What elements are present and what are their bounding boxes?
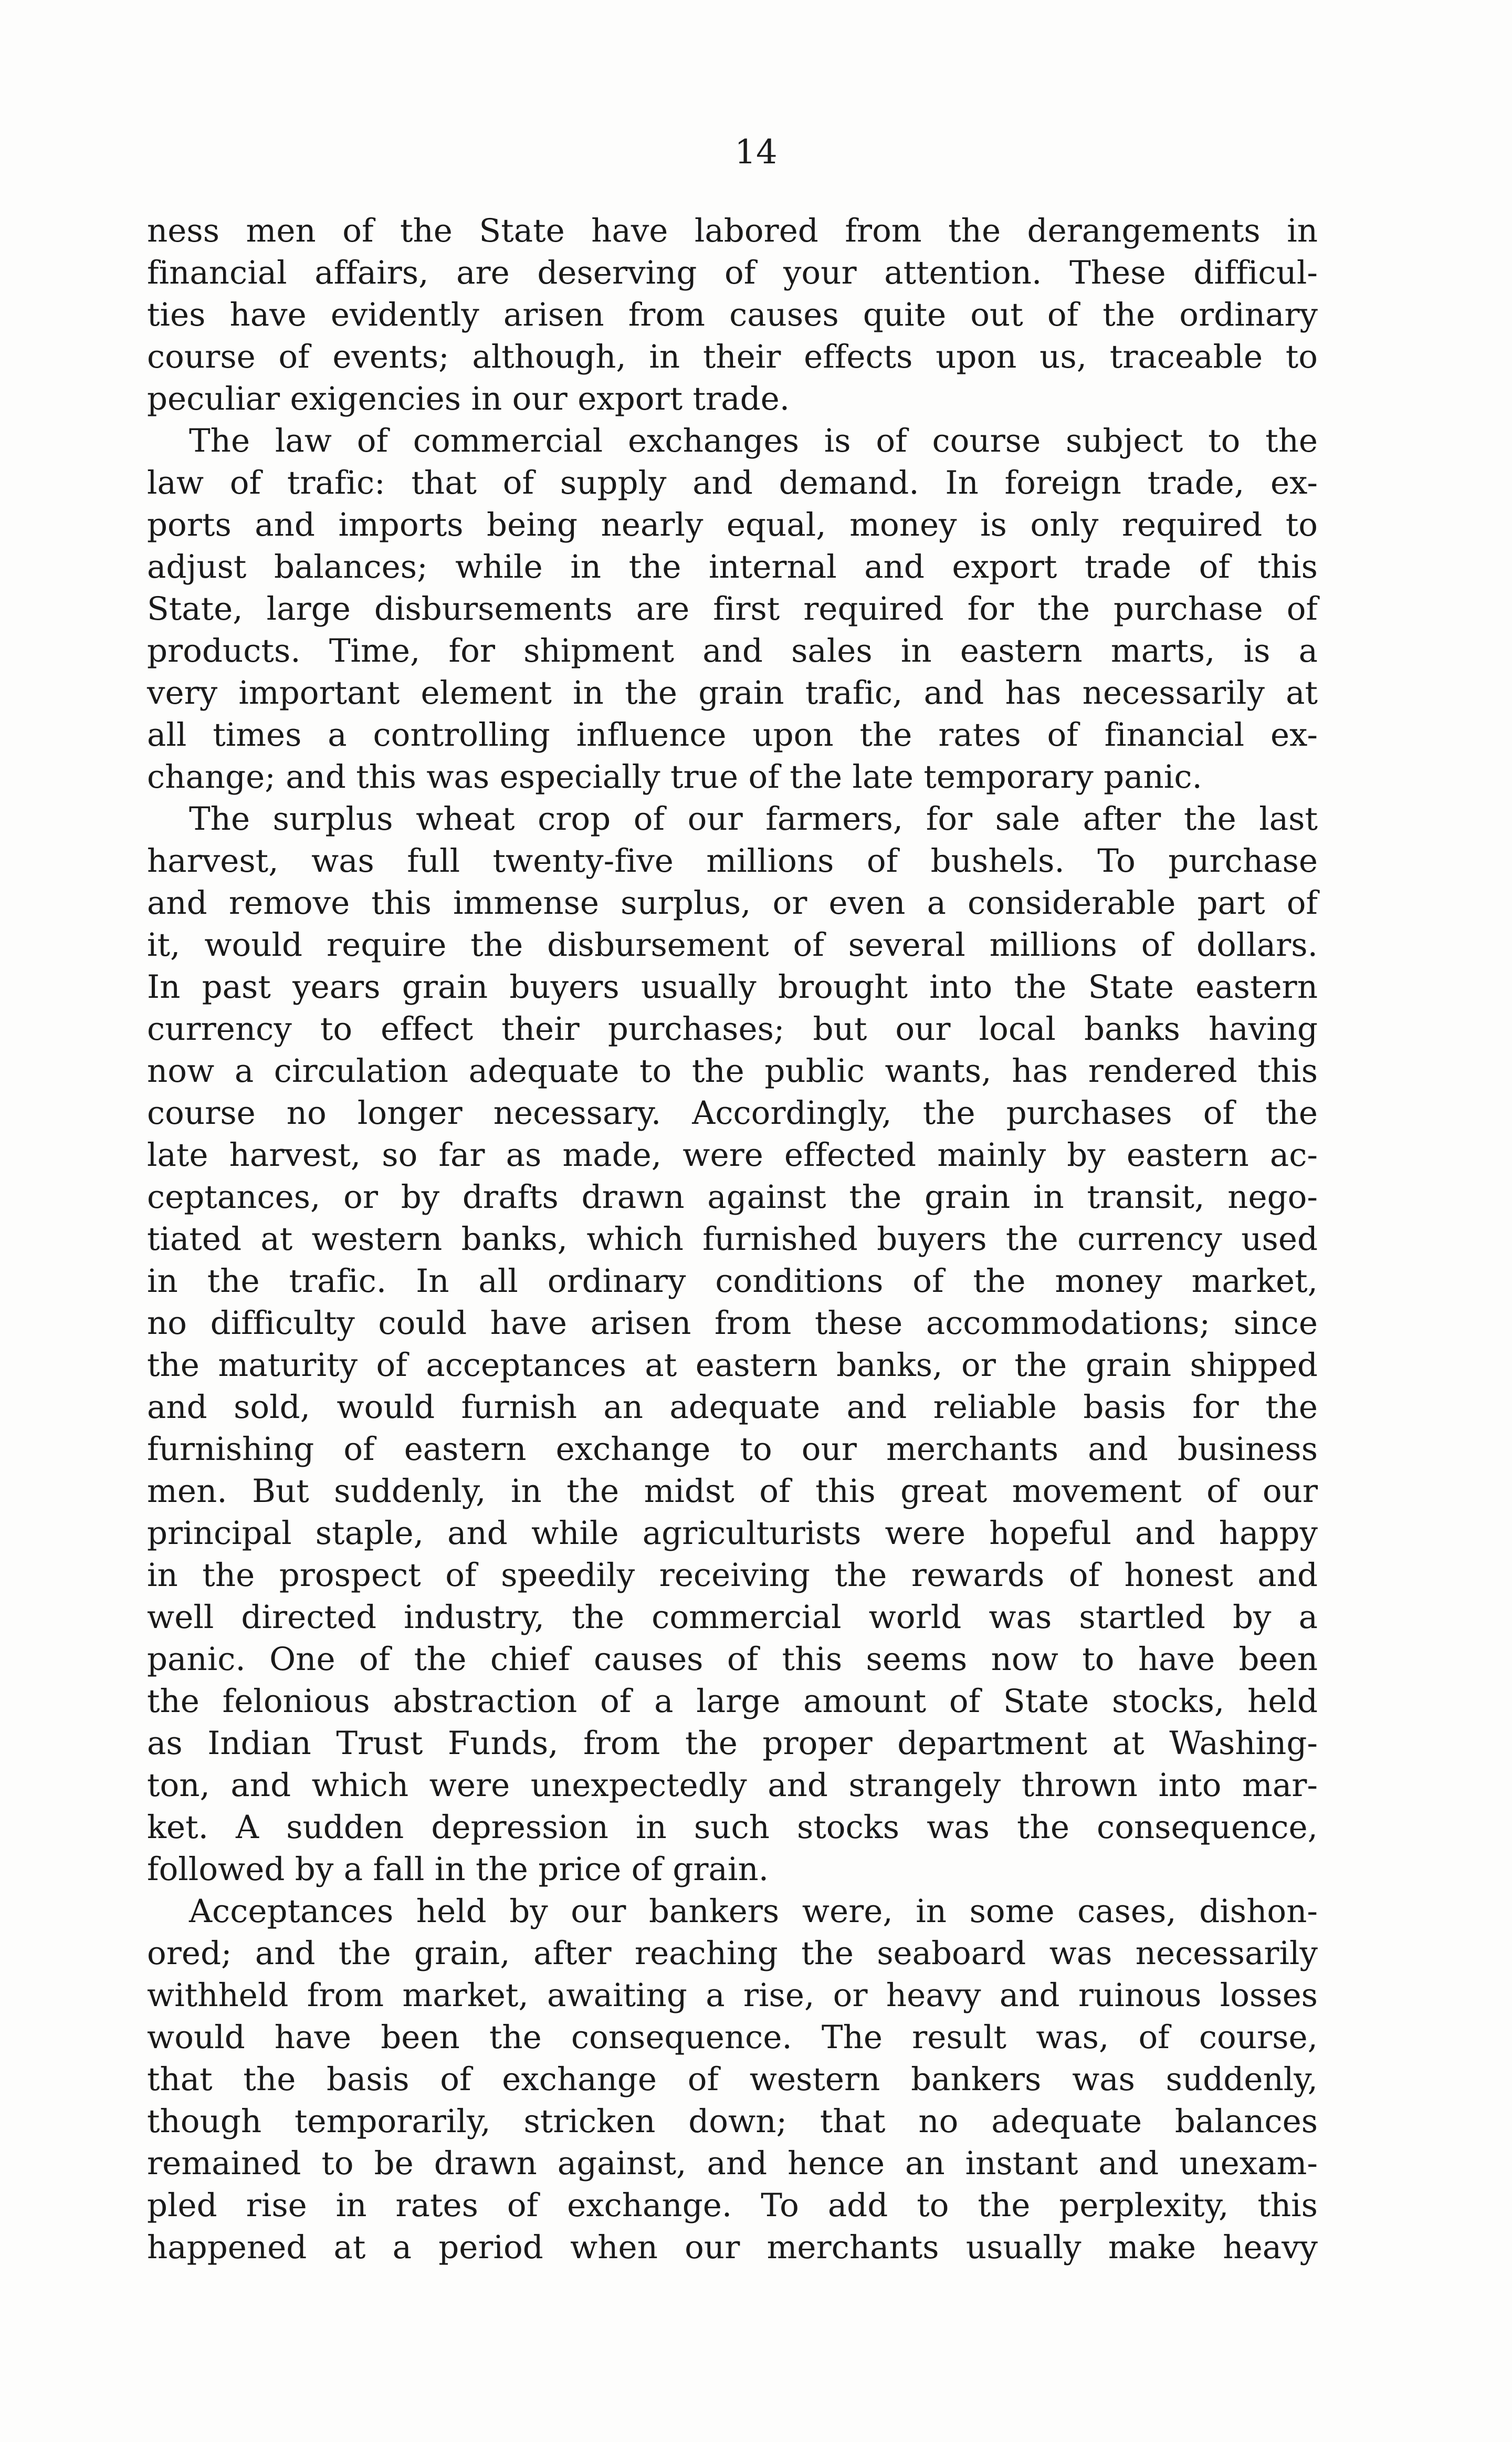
- body-text: [147, 210, 1318, 2269]
- text-line: financial affairs, are deserving of your attention. These difficul-: [147, 254, 1318, 291]
- text-line: In past years grain buyers usually brought into the State eastern: [147, 968, 1318, 1006]
- text-line: law of trafic: that of supply and demand. In foreign trade, ex-: [147, 464, 1318, 502]
- text-line: tiated at western banks, which furnished buyers the currency used: [147, 1220, 1318, 1258]
- text-line: adjust balances; while in the internal and export trade of this: [147, 548, 1318, 586]
- text-line: well directed industry, the commercial world was startled by a: [147, 1599, 1318, 1636]
- text-line: pled rise in rates of exchange. To add to the perplexity, this: [147, 2187, 1318, 2224]
- text-line: happened at a period when our merchants usually make heavy: [147, 2229, 1318, 2266]
- text-line: course no longer necessary. Accordingly, the purchases of the: [147, 1094, 1318, 1132]
- text-line: the felonious abstraction of a large amount of State stocks, held: [147, 1683, 1318, 1720]
- paragraph-2: [147, 420, 1318, 798]
- text-line: that the basis of exchange of western bankers was suddenly,: [147, 2061, 1318, 2098]
- text-line: would have been the consequence. The result was, of course,: [147, 2019, 1318, 2056]
- text-line: course of events; although, in their effects upon us, traceable to: [147, 338, 1318, 375]
- paragraph-1: [147, 210, 1318, 420]
- text-line: Acceptances held by our bankers were, in some cases, dishon-: [189, 1893, 1318, 1930]
- text-line: in the prospect of speedily receiving the rewards of honest and: [147, 1557, 1318, 1594]
- paragraph-4: [147, 1891, 1318, 2269]
- text-line: late harvest, so far as made, were effected mainly by eastern ac-: [147, 1136, 1318, 1174]
- paragraph-3: [147, 798, 1318, 1891]
- text-line: principal staple, and while agriculturists were hopeful and happy: [147, 1515, 1318, 1552]
- text-line: panic. One of the chief causes of this seems now to have been: [147, 1641, 1318, 1678]
- text-line: in the trafic. In all ordinary conditions of the money market,: [147, 1262, 1318, 1300]
- text-line: though temporarily, stricken down; that no adequate balances: [147, 2103, 1318, 2140]
- text-line: currency to effect their purchases; but our local banks having: [147, 1010, 1318, 1048]
- text-line: ports and imports being nearly equal, money is only required to: [147, 506, 1318, 544]
- text-line: furnishing of eastern exchange to our merchants and business: [147, 1431, 1318, 1468]
- text-line: remained to be drawn against, and hence an instant and unexam-: [147, 2145, 1318, 2182]
- text-line: followed by a fall in the price of grain.: [147, 1851, 769, 1888]
- text-line: and sold, would furnish an adequate and reliable basis for the: [147, 1389, 1318, 1426]
- text-line: products. Time, for shipment and sales in eastern marts, is a: [147, 632, 1318, 670]
- text-line: ness men of the State have labored from the derangements in: [147, 212, 1318, 249]
- text-line: and remove this immense surplus, or even a considerable part of: [147, 884, 1318, 922]
- text-line: it, would require the disbursement of several millions of dollars.: [147, 926, 1318, 964]
- text-line: ket. A sudden depression in such stocks was the consequence,: [147, 1809, 1318, 1846]
- text-line: The surplus wheat crop of our farmers, for sale after the last: [189, 800, 1318, 838]
- text-line: very important element in the grain trafic, and has necessarily at: [147, 674, 1318, 712]
- text-line: men. But suddenly, in the midst of this great movement of our: [147, 1473, 1318, 1510]
- text-line: ties have evidently arisen from causes quite out of the ordinary: [147, 296, 1318, 333]
- text-line: harvest, was full twenty-five millions of bushels. To purchase: [147, 842, 1318, 880]
- text-line: ton, and which were unexpectedly and strangely thrown into mar-: [147, 1767, 1318, 1804]
- text-line: ored; and the grain, after reaching the seaboard was necessarily: [147, 1935, 1318, 1972]
- text-line: now a circulation adequate to the public wants, has rendered this: [147, 1052, 1318, 1090]
- text-line: State, large disbursements are first required for the purchase of: [147, 590, 1318, 628]
- text-line: the maturity of acceptances at eastern banks, or the grain shipped: [147, 1347, 1318, 1384]
- text-line: peculiar exigencies in our export trade.: [147, 380, 790, 418]
- text-line: change; and this was especially true of the late temporary panic.: [147, 758, 1202, 796]
- page-number: 14: [734, 133, 778, 172]
- text-line: no difficulty could have arisen from these accommodations; since: [147, 1305, 1318, 1342]
- text-line: withheld from market, awaiting a rise, or heavy and ruinous losses: [147, 1977, 1318, 2014]
- text-line: all times a controlling influence upon the rates of financial ex-: [147, 716, 1318, 754]
- text-line: The law of commercial exchanges is of course subject to the: [189, 422, 1318, 460]
- text-line: ceptances, or by drafts drawn against the grain in transit, nego-: [147, 1178, 1318, 1216]
- text-line: as Indian Trust Funds, from the proper department at Washing-: [147, 1725, 1318, 1762]
